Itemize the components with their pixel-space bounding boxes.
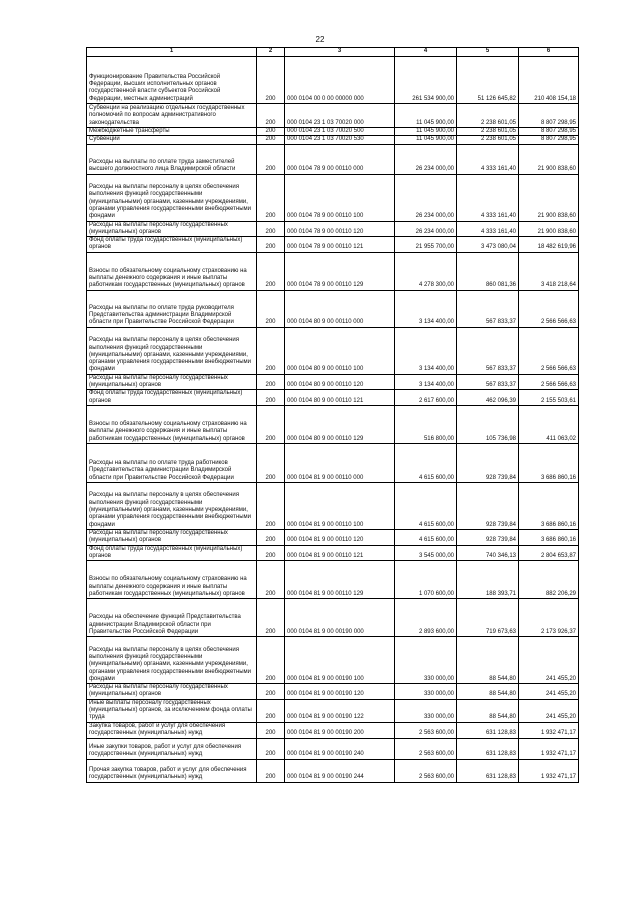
row-classification: 000 0104 23 1 03 70020 500 bbox=[285, 128, 395, 136]
row-approved-amount: 2 893 600,00 bbox=[395, 599, 457, 637]
row-executed-amount: 2 238 601,05 bbox=[457, 128, 519, 136]
table-row bbox=[87, 759, 579, 782]
row-classification: 000 0104 23 1 03 70020 530 bbox=[285, 136, 395, 144]
row-remaining-amount: 3 686 860,16 bbox=[519, 482, 579, 529]
row-name: Расходы на выплаты персоналу в целях обеспечения выполнения функций государственными (муниципальными) органами, казенными учреждениями, органами управления государственными внебюджетными фондами bbox=[87, 637, 257, 684]
row-executed-amount: 567 833,37 bbox=[457, 374, 519, 390]
table-row bbox=[87, 738, 579, 759]
row-approved-amount: 2 563 600,00 bbox=[395, 738, 457, 759]
row-name: Фонд оплаты труда государственных (муниципальных) органов bbox=[87, 545, 257, 561]
row-classification: 000 0104 81 9 00 00190 000 bbox=[285, 599, 395, 637]
row-classification: 000 0104 81 9 00 00110 100 bbox=[285, 482, 395, 529]
row-executed-amount: 3 473 080,04 bbox=[457, 237, 519, 253]
table-row bbox=[87, 136, 579, 144]
row-approved-amount: 2 617 600,00 bbox=[395, 390, 457, 406]
table-row bbox=[87, 443, 579, 482]
row-classification: 000 0104 81 9 00 00190 240 bbox=[285, 738, 395, 759]
page-number: 22 bbox=[315, 35, 325, 44]
column-header: 3 bbox=[285, 48, 395, 57]
column-header: 1 bbox=[87, 48, 257, 57]
row-code: 200 bbox=[257, 327, 285, 374]
row-executed-amount: 88 544,80 bbox=[457, 684, 519, 700]
row-code: 200 bbox=[257, 144, 285, 174]
row-approved-amount: 11 045 900,00 bbox=[395, 104, 457, 128]
row-code: 200 bbox=[257, 738, 285, 759]
table-row bbox=[87, 529, 579, 545]
row-code: 200 bbox=[257, 443, 285, 482]
row-approved-amount: 330 000,00 bbox=[395, 684, 457, 700]
row-executed-amount: 462 096,39 bbox=[457, 390, 519, 406]
row-executed-amount: 4 333 161,40 bbox=[457, 174, 519, 221]
row-name: Фонд оплаты труда государственных (муниципальных) органов bbox=[87, 390, 257, 406]
row-remaining-amount: 2 566 566,63 bbox=[519, 374, 579, 390]
column-number-row bbox=[87, 48, 579, 57]
row-code: 200 bbox=[257, 482, 285, 529]
row-remaining-amount: 21 900 838,60 bbox=[519, 144, 579, 174]
row-executed-amount: 4 333 161,40 bbox=[457, 221, 519, 237]
row-remaining-amount: 2 155 503,61 bbox=[519, 390, 579, 406]
row-code: 200 bbox=[257, 237, 285, 253]
row-name: Расходы на выплаты персоналу государственных (муниципальных) органов bbox=[87, 529, 257, 545]
row-code: 200 bbox=[257, 136, 285, 144]
row-approved-amount: 26 234 000,00 bbox=[395, 174, 457, 221]
row-approved-amount: 11 045 900,00 bbox=[395, 136, 457, 144]
column-header: 4 bbox=[395, 48, 457, 57]
row-classification: 000 0104 80 9 00 00110 121 bbox=[285, 390, 395, 406]
row-remaining-amount: 1 932 471,17 bbox=[519, 738, 579, 759]
row-code: 200 bbox=[257, 405, 285, 443]
row-classification: 000 0104 81 9 00 00190 200 bbox=[285, 722, 395, 738]
row-classification: 000 0104 78 9 00 00110 120 bbox=[285, 221, 395, 237]
row-executed-amount: 88 544,80 bbox=[457, 637, 519, 684]
row-executed-amount: 88 544,80 bbox=[457, 699, 519, 722]
table-row bbox=[87, 128, 579, 136]
row-approved-amount: 4 278 300,00 bbox=[395, 252, 457, 290]
table-row bbox=[87, 374, 579, 390]
row-name: Субвенции на реализацию отдельных государственных полномочий по вопросам административного законодательства bbox=[87, 104, 257, 128]
row-classification: 000 0104 81 9 00 00110 121 bbox=[285, 545, 395, 561]
row-remaining-amount: 3 418 218,64 bbox=[519, 252, 579, 290]
row-executed-amount: 631 128,83 bbox=[457, 759, 519, 782]
row-name: Расходы на выплаты персоналу государственных (муниципальных) органов bbox=[87, 374, 257, 390]
row-executed-amount: 740 346,13 bbox=[457, 545, 519, 561]
row-executed-amount: 2 238 601,05 bbox=[457, 136, 519, 144]
row-approved-amount: 516 800,00 bbox=[395, 405, 457, 443]
table-row bbox=[87, 104, 579, 128]
row-executed-amount: 2 238 601,05 bbox=[457, 104, 519, 128]
row-remaining-amount: 2 566 566,63 bbox=[519, 327, 579, 374]
table-row bbox=[87, 684, 579, 700]
row-approved-amount: 3 134 400,00 bbox=[395, 327, 457, 374]
table-row bbox=[87, 144, 579, 174]
row-name: Межбюджетные трансферты bbox=[87, 128, 257, 136]
table-row bbox=[87, 174, 579, 221]
row-approved-amount: 261 534 900,00 bbox=[395, 57, 457, 104]
row-name: Закупка товаров, работ и услуг для обеспечения государственных (муниципальных) нужд bbox=[87, 722, 257, 738]
row-remaining-amount: 241 455,20 bbox=[519, 699, 579, 722]
row-classification: 000 0104 80 9 00 00110 100 bbox=[285, 327, 395, 374]
row-code: 200 bbox=[257, 759, 285, 782]
row-approved-amount: 4 615 600,00 bbox=[395, 482, 457, 529]
row-classification: 000 0104 78 9 00 00110 000 bbox=[285, 144, 395, 174]
row-code: 200 bbox=[257, 684, 285, 700]
table-row bbox=[87, 327, 579, 374]
row-executed-amount: 567 833,37 bbox=[457, 327, 519, 374]
row-name: Фонд оплаты труда государственных (муниципальных) органов bbox=[87, 237, 257, 253]
table-row bbox=[87, 252, 579, 290]
row-approved-amount: 4 615 600,00 bbox=[395, 529, 457, 545]
row-classification: 000 0104 00 0 00 00000 000 bbox=[285, 57, 395, 104]
row-remaining-amount: 1 932 471,17 bbox=[519, 759, 579, 782]
row-classification: 000 0104 81 9 00 00110 120 bbox=[285, 529, 395, 545]
row-name: Взносы по обязательному социальному страхованию на выплаты денежного содержания и иные выплаты работникам государственных (муниципальных) органов bbox=[87, 252, 257, 290]
table-row bbox=[87, 599, 579, 637]
row-approved-amount: 4 615 600,00 bbox=[395, 443, 457, 482]
row-remaining-amount: 21 900 838,60 bbox=[519, 174, 579, 221]
table-row bbox=[87, 699, 579, 722]
row-code: 200 bbox=[257, 128, 285, 136]
row-name: Расходы на выплаты персоналу государственных (муниципальных) органов bbox=[87, 684, 257, 700]
row-remaining-amount: 8 807 298,95 bbox=[519, 136, 579, 144]
row-code: 200 bbox=[257, 699, 285, 722]
row-code: 200 bbox=[257, 221, 285, 237]
table-row bbox=[87, 290, 579, 327]
row-classification: 000 0104 81 9 00 00110 129 bbox=[285, 561, 395, 599]
row-approved-amount: 3 134 400,00 bbox=[395, 290, 457, 327]
row-approved-amount: 2 563 600,00 bbox=[395, 759, 457, 782]
row-remaining-amount: 210 408 154,18 bbox=[519, 57, 579, 104]
row-approved-amount: 3 134 400,00 bbox=[395, 374, 457, 390]
row-code: 200 bbox=[257, 374, 285, 390]
row-classification: 000 0104 81 9 00 00190 120 bbox=[285, 684, 395, 700]
row-executed-amount: 188 393,71 bbox=[457, 561, 519, 599]
table-row bbox=[87, 722, 579, 738]
row-name: Расходы на выплаты персоналу в целях обеспечения выполнения функций государственными (муниципальными) органами, казенными учреждениями, органами управления государственными внебюджетными фондами bbox=[87, 482, 257, 529]
row-executed-amount: 631 128,83 bbox=[457, 738, 519, 759]
row-code: 200 bbox=[257, 545, 285, 561]
table-row bbox=[87, 405, 579, 443]
row-executed-amount: 631 128,83 bbox=[457, 722, 519, 738]
row-remaining-amount: 8 807 298,95 bbox=[519, 104, 579, 128]
row-approved-amount: 1 070 600,00 bbox=[395, 561, 457, 599]
row-approved-amount: 26 234 000,00 bbox=[395, 144, 457, 174]
row-remaining-amount: 2 566 566,63 bbox=[519, 290, 579, 327]
row-remaining-amount: 241 455,20 bbox=[519, 684, 579, 700]
row-classification: 000 0104 78 9 00 00110 129 bbox=[285, 252, 395, 290]
row-classification: 000 0104 78 9 00 00110 100 bbox=[285, 174, 395, 221]
row-name: Расходы на выплаты по оплате труда заместителей высшего должностного лица Владимирской области bbox=[87, 144, 257, 174]
row-classification: 000 0104 81 9 00 00190 244 bbox=[285, 759, 395, 782]
row-name: Расходы на выплаты персоналу в целях обеспечения выполнения функций государственными (муниципальными) органами, казенными учреждениями, органами управления государственными внебюджетными фондами bbox=[87, 174, 257, 221]
row-code: 200 bbox=[257, 722, 285, 738]
row-code: 200 bbox=[257, 57, 285, 104]
row-executed-amount: 51 126 645,82 bbox=[457, 57, 519, 104]
row-name: Взносы по обязательному социальному страхованию на выплаты денежного содержания и иные выплаты работникам государственных (муниципальных) органов bbox=[87, 561, 257, 599]
row-classification: 000 0104 81 9 00 00110 000 bbox=[285, 443, 395, 482]
row-remaining-amount: 1 932 471,17 bbox=[519, 722, 579, 738]
row-name: Расходы на выплаты по оплате труда руководителя Представительства администрации Владимирской области при Правительстве Российской Федерации bbox=[87, 290, 257, 327]
row-code: 200 bbox=[257, 174, 285, 221]
row-remaining-amount: 2 804 653,87 bbox=[519, 545, 579, 561]
row-classification: 000 0104 80 9 00 00110 000 bbox=[285, 290, 395, 327]
row-executed-amount: 719 673,63 bbox=[457, 599, 519, 637]
row-executed-amount: 860 081,36 bbox=[457, 252, 519, 290]
row-remaining-amount: 2 173 926,37 bbox=[519, 599, 579, 637]
row-code: 200 bbox=[257, 252, 285, 290]
row-name: Субвенции bbox=[87, 136, 257, 144]
row-classification: 000 0104 80 9 00 00110 120 bbox=[285, 374, 395, 390]
row-approved-amount: 3 545 000,00 bbox=[395, 545, 457, 561]
row-name: Иные закупки товаров, работ и услуг для обеспечения государственных (муниципальных) нужд bbox=[87, 738, 257, 759]
row-code: 200 bbox=[257, 561, 285, 599]
row-code: 200 bbox=[257, 290, 285, 327]
row-approved-amount: 330 000,00 bbox=[395, 699, 457, 722]
row-approved-amount: 11 045 900,00 bbox=[395, 128, 457, 136]
row-approved-amount: 21 955 700,00 bbox=[395, 237, 457, 253]
row-executed-amount: 105 736,98 bbox=[457, 405, 519, 443]
row-name: Расходы на выплаты персоналу государственных (муниципальных) органов bbox=[87, 221, 257, 237]
column-header: 6 bbox=[519, 48, 579, 57]
row-name: Взносы по обязательному социальному страхованию на выплаты денежного содержания и иные выплаты работникам государственных (муниципальных) органов bbox=[87, 405, 257, 443]
row-name: Функционирование Правительства Российской Федерации, высших исполнительных органов государственной власти субъектов Российской Федерации, местных администраций bbox=[87, 57, 257, 104]
budget-execution-table bbox=[86, 47, 579, 783]
row-code: 200 bbox=[257, 104, 285, 128]
table-row bbox=[87, 637, 579, 684]
row-classification: 000 0104 23 1 03 70020 000 bbox=[285, 104, 395, 128]
row-executed-amount: 567 833,37 bbox=[457, 290, 519, 327]
row-executed-amount: 928 739,84 bbox=[457, 443, 519, 482]
row-classification: 000 0104 78 9 00 00110 121 bbox=[285, 237, 395, 253]
row-name: Расходы на обеспечение функций Представительства администрации Владимирской области при Правительстве Российской Федерации bbox=[87, 599, 257, 637]
table-row bbox=[87, 482, 579, 529]
table-row bbox=[87, 545, 579, 561]
column-header: 2 bbox=[257, 48, 285, 57]
row-code: 200 bbox=[257, 599, 285, 637]
row-name: Расходы на выплаты по оплате труда работников Представительства администрации Владимирской области при Правительстве Российской Федерации bbox=[87, 443, 257, 482]
row-remaining-amount: 8 807 298,95 bbox=[519, 128, 579, 136]
row-approved-amount: 2 563 600,00 bbox=[395, 722, 457, 738]
table-row bbox=[87, 221, 579, 237]
table-row bbox=[87, 57, 579, 104]
table-row bbox=[87, 561, 579, 599]
row-code: 200 bbox=[257, 529, 285, 545]
row-classification: 000 0104 81 9 00 00190 100 bbox=[285, 637, 395, 684]
row-code: 200 bbox=[257, 390, 285, 406]
row-remaining-amount: 411 063,02 bbox=[519, 405, 579, 443]
row-remaining-amount: 241 455,20 bbox=[519, 637, 579, 684]
row-name: Расходы на выплаты персоналу в целях обеспечения выполнения функций государственными (муниципальными) органами, казенными учреждениями, органами управления государственными внебюджетными фондами bbox=[87, 327, 257, 374]
column-header: 5 bbox=[457, 48, 519, 57]
row-name: Иные выплаты персоналу государственных (муниципальных) органов, за исключением фонда оплаты труда bbox=[87, 699, 257, 722]
row-remaining-amount: 21 900 838,60 bbox=[519, 221, 579, 237]
row-classification: 000 0104 81 9 00 00190 122 bbox=[285, 699, 395, 722]
row-name: Прочая закупка товаров, работ и услуг для обеспечения государственных (муниципальных) нужд bbox=[87, 759, 257, 782]
row-approved-amount: 26 234 000,00 bbox=[395, 221, 457, 237]
row-executed-amount: 928 739,84 bbox=[457, 482, 519, 529]
row-classification: 000 0104 80 9 00 00110 129 bbox=[285, 405, 395, 443]
table-row bbox=[87, 237, 579, 253]
row-code: 200 bbox=[257, 637, 285, 684]
row-executed-amount: 928 739,84 bbox=[457, 529, 519, 545]
row-executed-amount: 4 333 161,40 bbox=[457, 144, 519, 174]
table-body bbox=[87, 57, 579, 783]
row-remaining-amount: 3 686 860,16 bbox=[519, 529, 579, 545]
row-remaining-amount: 3 686 860,16 bbox=[519, 443, 579, 482]
row-remaining-amount: 18 482 619,96 bbox=[519, 237, 579, 253]
table-row bbox=[87, 390, 579, 406]
row-approved-amount: 330 000,00 bbox=[395, 637, 457, 684]
row-remaining-amount: 882 206,29 bbox=[519, 561, 579, 599]
